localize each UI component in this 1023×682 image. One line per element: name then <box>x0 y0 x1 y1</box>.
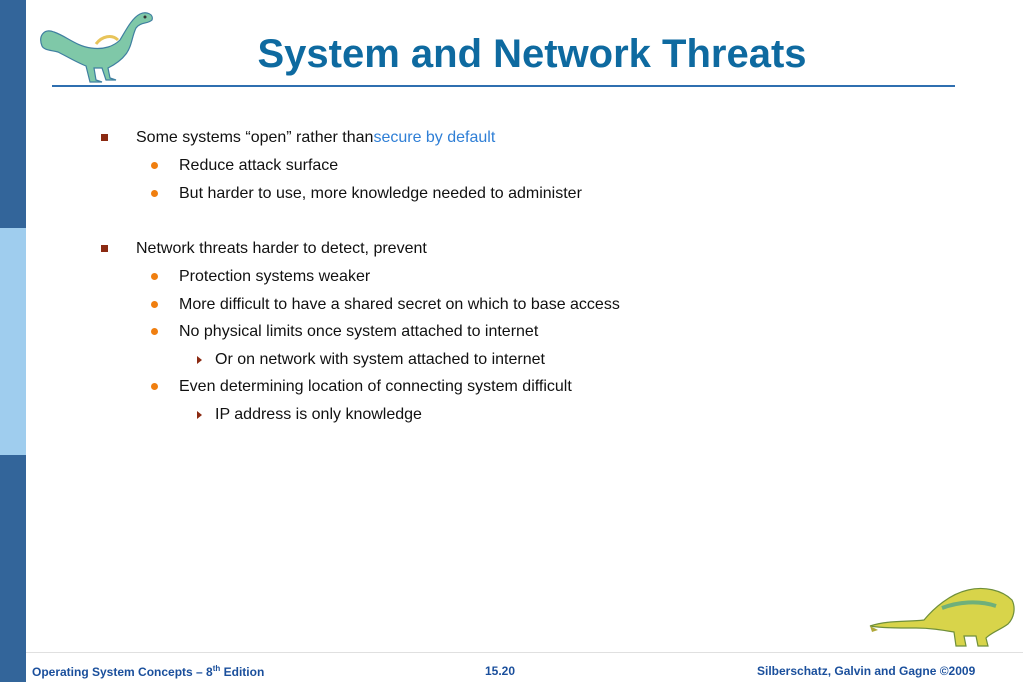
title-divider <box>52 85 955 87</box>
bullet-level2 <box>179 322 538 342</box>
bullet-level2 <box>179 377 572 397</box>
dot-bullet-icon <box>151 383 158 390</box>
footer-book-prefix: Operating System Concepts – 8 <box>32 665 213 679</box>
footer-page-number: 15.20 <box>485 664 516 678</box>
bullet-link-text: secure by default <box>373 129 496 146</box>
bullet-text: Some systems “open” rather than <box>136 129 374 146</box>
footer-divider <box>26 652 1023 653</box>
square-bullet-icon <box>101 245 108 252</box>
square-bullet-icon <box>101 134 108 141</box>
slide-title: System and Network Threats <box>257 32 807 76</box>
dot-bullet-icon <box>151 273 158 280</box>
bullet-text: Reduce attack surface <box>179 157 339 174</box>
bullet-text: Protection systems weaker <box>179 268 371 285</box>
footer-book-title <box>32 664 264 679</box>
sidebar-segment-middle <box>0 228 26 455</box>
dot-bullet-icon <box>151 162 158 169</box>
bullet-text: But harder to use, more knowledge needed to administer <box>179 185 582 202</box>
sidebar-segment-top <box>0 0 26 228</box>
sidebar-segment-bottom <box>0 455 26 682</box>
bullet-level2 <box>179 156 338 176</box>
footer-copyright: Silberschatz, Galvin and Gagne ©2009 <box>757 664 976 678</box>
bullet-level3 <box>215 350 545 370</box>
bullet-level1 <box>136 239 427 259</box>
bullet-level1 <box>136 128 495 148</box>
bullet-level2 <box>179 295 620 315</box>
arrow-bullet-icon <box>197 356 202 364</box>
bullet-text: Network threats harder to detect, prevent <box>136 240 427 257</box>
bullet-text: Even determining location of connecting system difficult <box>179 378 572 395</box>
bullet-level3 <box>215 405 422 425</box>
bullet-level2 <box>179 267 370 287</box>
dot-bullet-icon <box>151 328 158 335</box>
dot-bullet-icon <box>151 301 158 308</box>
arrow-bullet-icon <box>197 411 202 419</box>
footer-book-suffix: Edition <box>220 665 265 679</box>
bullet-level2 <box>179 184 582 204</box>
bullet-text: More difficult to have a shared secret on which to base access <box>179 296 620 313</box>
sidebar-stripe <box>0 0 26 682</box>
bullet-text: Or on network with system attached to internet <box>215 351 545 368</box>
dot-bullet-icon <box>151 190 158 197</box>
footer-book-superscript: th <box>212 664 221 673</box>
dinosaur-footer-logo-icon <box>868 586 1018 648</box>
bullet-text: IP address is only knowledge <box>215 406 422 423</box>
bullet-text: No physical limits once system attached to internet <box>179 323 539 340</box>
